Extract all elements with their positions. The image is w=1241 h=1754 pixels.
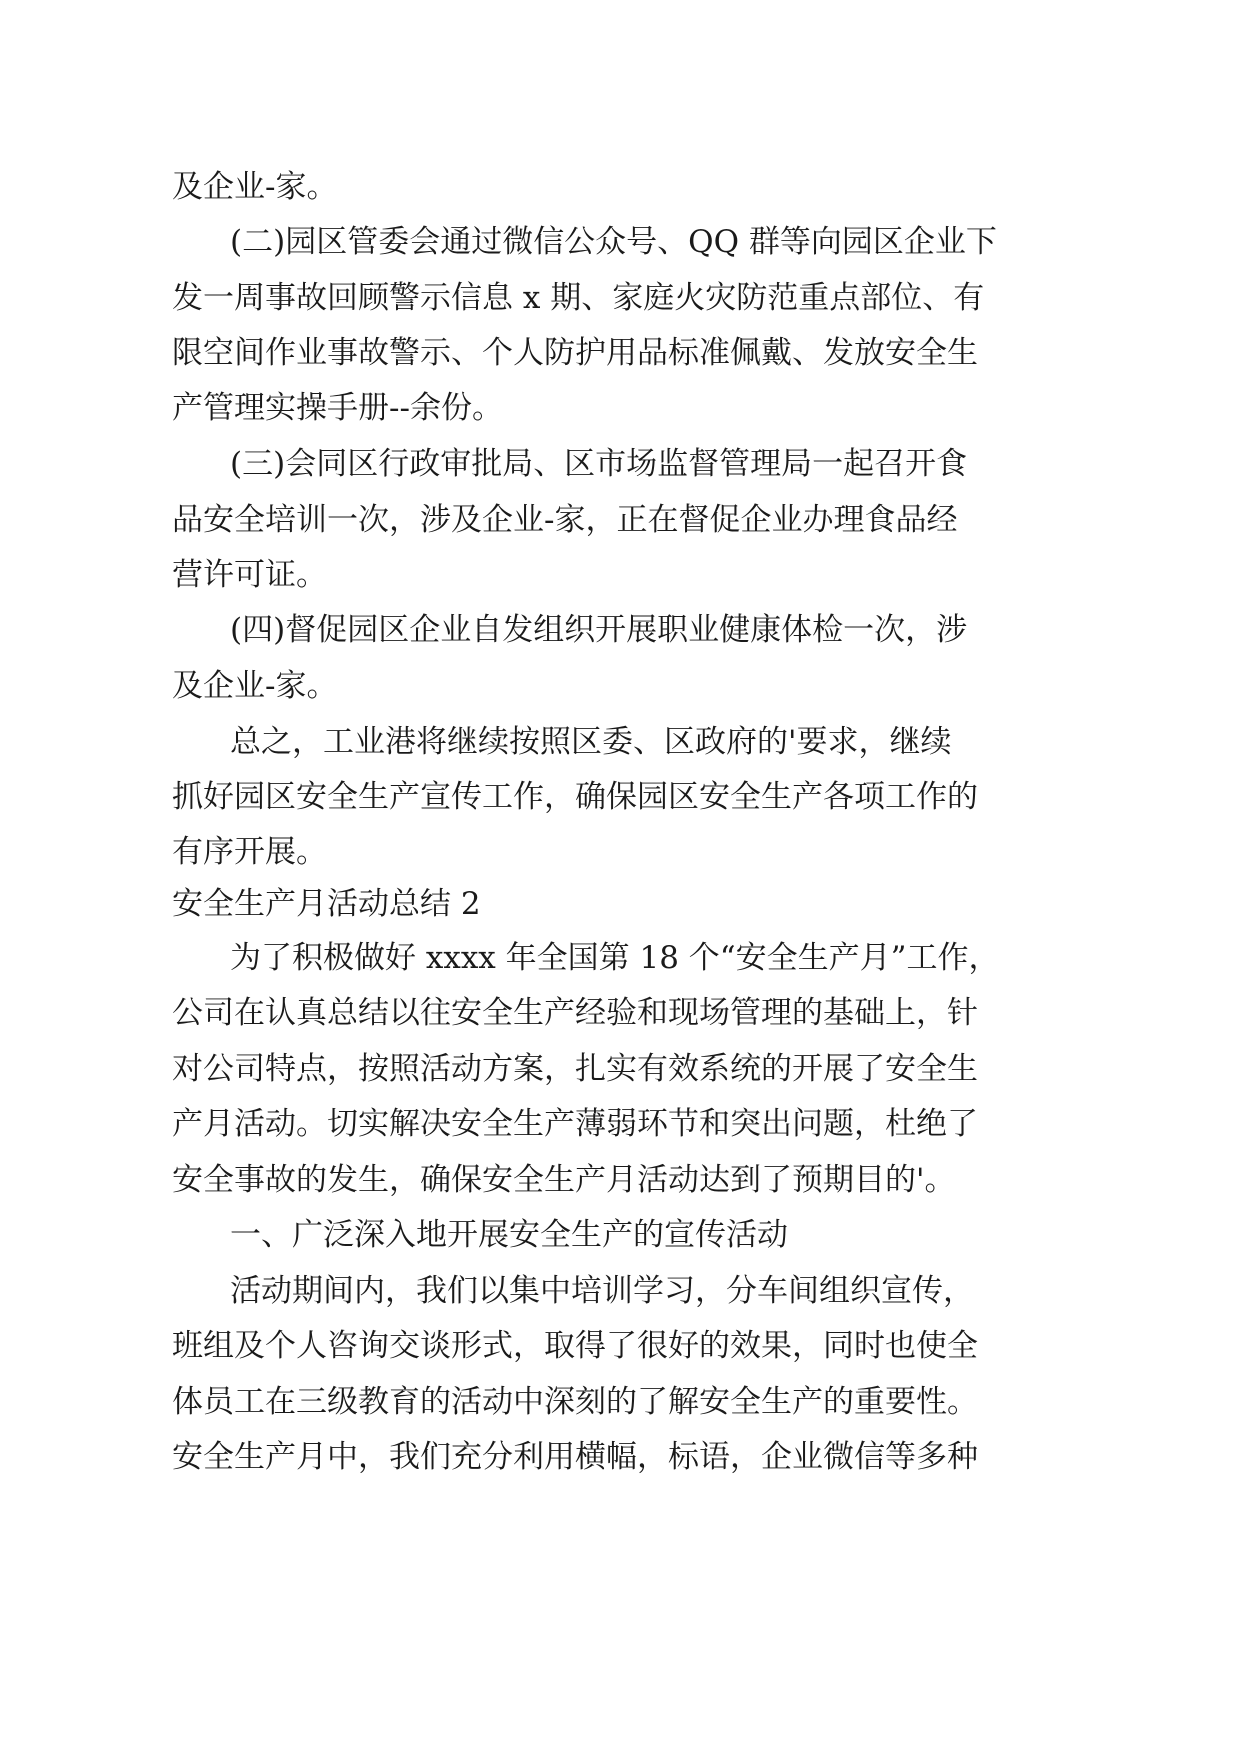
line-text: 活动期间内，我们以集中培训学习，分车间组织宣传，: [230, 1273, 974, 1309]
text-line: [0, 1094, 1241, 1154]
text-line: [0, 600, 1241, 660]
line-text: 发一周事故回顾警示信息 x 期、家庭火灾防范重点部位、有: [172, 280, 985, 316]
text-line: [0, 1316, 1241, 1376]
line-text: 产月活动。切实解决安全生产薄弱环节和突出问题，杜绝了: [172, 1106, 978, 1142]
line-text: (二)园区管委会通过微信公众号、QQ 群等向园区企业下: [230, 224, 997, 260]
text-line: [0, 378, 1241, 438]
text-line: [0, 983, 1241, 1043]
line-text: 一、广泛深入地开展安全生产的宣传活动: [230, 1217, 788, 1253]
text-line: [0, 1261, 1241, 1321]
line-text: 班组及个人咨询交谈形式，取得了很好的效果，同时也使全: [172, 1328, 978, 1364]
text-line: [0, 545, 1241, 605]
line-text: 对公司特点，按照活动方案，扎实有效系统的开展了安全生: [172, 1051, 978, 1087]
heading-text: 安全生产月活动总结 2: [172, 886, 481, 922]
line-text: 抓好园区安全生产宣传工作，确保园区安全生产各项工作的: [172, 779, 978, 815]
line-text: 及企业-家。: [172, 169, 338, 205]
text-line: [0, 1372, 1241, 1432]
text-line: [0, 712, 1241, 772]
text-line: [0, 767, 1241, 827]
line-text: 总之，工业港将继续按照区委、区政府的'要求，继续: [230, 724, 952, 760]
line-text: 为了积极做好 xxxx 年全国第 18 个“安全生产月”工作，: [230, 940, 1000, 976]
text-line: [0, 434, 1241, 494]
text-line: [0, 928, 1241, 988]
text-line: [0, 656, 1241, 716]
text-line: [0, 1039, 1241, 1099]
line-text: 体员工在三级教育的活动中深刻的了解安全生产的重要性。: [172, 1384, 978, 1420]
text-line: [0, 1205, 1241, 1265]
text-line: [0, 157, 1241, 217]
text-line: [0, 490, 1241, 550]
line-text: (四)督促园区企业自发组织开展职业健康体检一次，涉: [230, 612, 968, 648]
text-line: [0, 212, 1241, 272]
text-line: [0, 1427, 1241, 1487]
text-line: [0, 822, 1241, 882]
section-heading: [0, 874, 1241, 934]
line-text: (三)会同区行政审批局、区市场监督管理局一起召开食: [230, 446, 968, 482]
line-text: 有序开展。: [172, 834, 327, 870]
line-text: 安全生产月中，我们充分利用横幅，标语，企业微信等多种: [172, 1439, 978, 1475]
text-line: [0, 1150, 1241, 1210]
text-line: [0, 268, 1241, 328]
line-text: 产管理实操手册--余份。: [172, 390, 503, 426]
line-text: 限空间作业事故警示、个人防护用品标准佩戴、发放安全生: [172, 335, 978, 371]
line-text: 安全事故的发生，确保安全生产月活动达到了预期目的'。: [172, 1162, 956, 1198]
line-text: 营许可证。: [172, 557, 327, 593]
line-text: 公司在认真总结以往安全生产经验和现场管理的基础上，针: [172, 995, 978, 1031]
line-text: 及企业-家。: [172, 668, 338, 704]
line-text: 品安全培训一次，涉及企业-家，正在督促企业办理食品经: [172, 502, 958, 538]
text-line: [0, 323, 1241, 383]
